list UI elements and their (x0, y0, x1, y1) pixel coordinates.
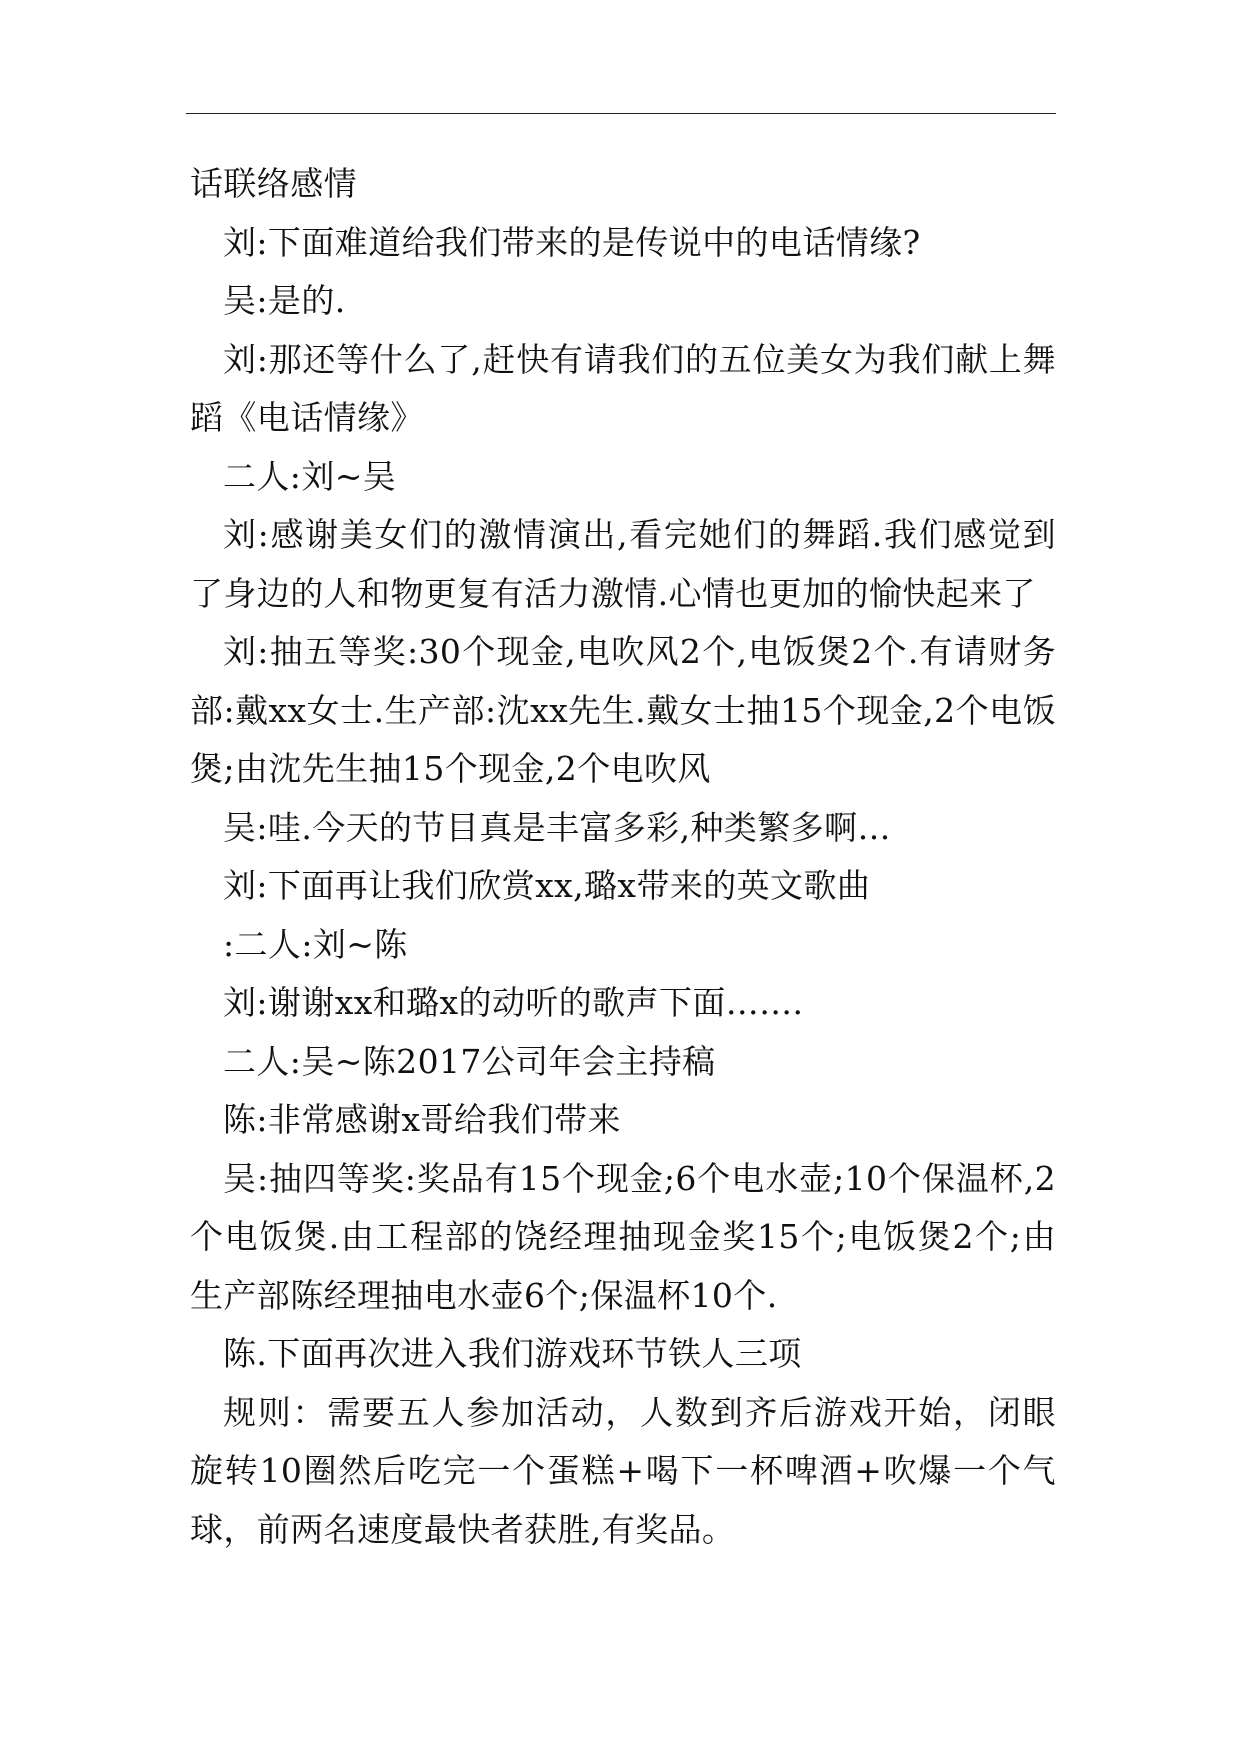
paragraph: 刘:下面难道给我们带来的是传说中的电话情缘? (223, 222, 921, 262)
paragraph: 吴:是的. (223, 281, 346, 320)
paragraph: 刘:抽五等奖:30个现金,电吹风2个,电饭煲2个.有请财务部:戴xx女士.生产部:沈xx先生.戴女士抽15个现金,2个电饭煲;由沈先生抽15个现金,2个电吹风 (190, 632, 1056, 788)
paragraph: 刘:感谢美女们的激情演出,看完她们的舞蹈.我们感觉到了身边的人和物更复有活力激情.心情也更加的愉快起来了 (190, 515, 1056, 613)
paragraph: 刘:那还等什么了,赶快有请我们的五位美女为我们献上舞蹈《电话情缘》 (190, 339, 1056, 437)
paragraph: 吴:哇.今天的节目真是丰富多彩,种类繁多啊… (223, 807, 891, 847)
document-body (190, 155, 1056, 1559)
header-rule (186, 113, 1056, 114)
paragraph: 陈:非常感谢x哥给我们带来 (223, 1100, 621, 1139)
paragraph: 刘:谢谢xx和璐x的动听的歌声下面……. (223, 983, 804, 1022)
paragraph: 陈.下面再次进入我们游戏环节铁人三项 (223, 1334, 802, 1373)
paragraph: :二人:刘~陈 (223, 924, 408, 964)
paragraph: 话联络感情 (190, 164, 357, 203)
paragraph: 吴:抽四等奖:奖品有15个现金;6个电水壶;10个保温杯,2个电饭煲.由工程部的饶经理抽现金奖15个;电饭煲2个;由生产部陈经理抽电水壶6个;保温杯10个. (190, 1158, 1056, 1315)
paragraph: 二人:刘~吴 (223, 456, 397, 496)
paragraph: 规则：需要五人参加活动，人数到齐后游戏开始，闭眼旋转10圈然后吃完一个蛋糕+喝下一杯啤酒+吹爆一个气球，前两名速度最快者获胜,有奖品。 (190, 1392, 1056, 1549)
paragraph: 二人:吴~陈2017公司年会主持稿 (223, 1041, 716, 1081)
paragraph: 刘:下面再让我们欣赏xx,璐x带来的英文歌曲 (223, 866, 871, 905)
